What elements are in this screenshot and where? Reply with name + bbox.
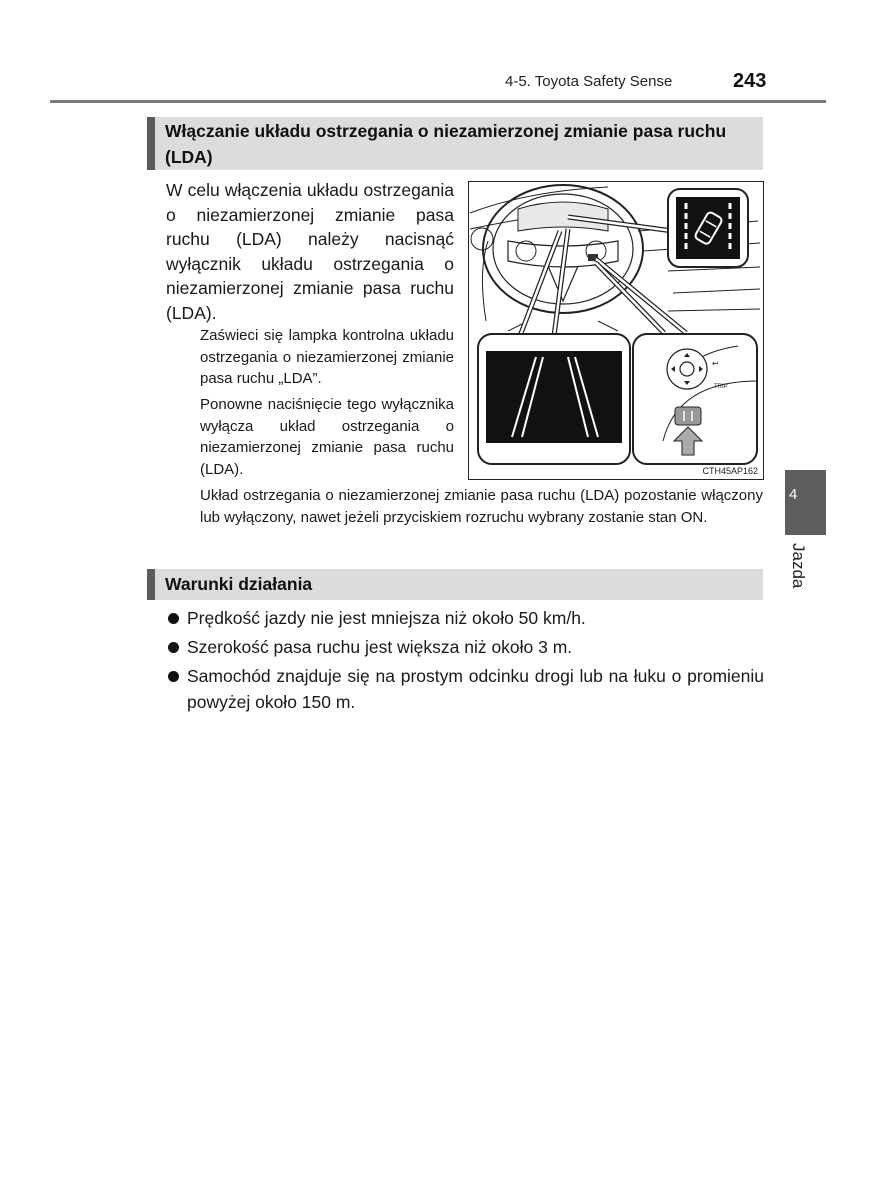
chapter-label: Jazda xyxy=(789,543,808,589)
svg-text:↩: ↩ xyxy=(712,359,719,368)
chapter-tab xyxy=(785,470,826,535)
header-section-title: 4-5. Toyota Safety Sense xyxy=(505,73,673,90)
note-power-state: Układ ostrzegania o niezamierzonej zmianie pasa ruchu (LDA) pozostanie włączony lub wyłączony, nawet jeżeli przyciskiem rozruchu wybrany zostanie stan ON. xyxy=(200,487,763,526)
lda-switch-illustration xyxy=(468,181,764,480)
intro-paragraph: W celu włączenia układu ostrzegania o niezamierzonej zmianie pasa ruchu (LDA) należy nacisnąć wyłącznik układu ostrzegania o niezamierzonej zmianie pasa ruchu (LDA). xyxy=(166,180,454,323)
header-divider xyxy=(50,100,826,103)
list-item: Prędkość jazdy nie jest mniejsza niż około 50 km/h. xyxy=(168,605,764,631)
conditions-list xyxy=(168,605,764,718)
section-heading-lda: Włączanie układu ostrzegania o niezamierzonej zmianie pasa ruchu (LDA) xyxy=(147,117,763,170)
lda-indicator-icon xyxy=(668,189,748,267)
lane-display-callout xyxy=(478,334,630,464)
note-indicator-light: Zaświeci się lampka kontrolna układu ostrzegania o niezamierzonej zmianie pasa ruchu „LDA”. xyxy=(200,327,454,387)
bullet-icon xyxy=(168,642,179,653)
note-switch-off: Ponowne naciśnięcie tego wyłącznika wyłącza układ ostrzegania o niezamierzonej zmianie pasa ruchu (LDA). xyxy=(200,396,454,478)
list-item: Szerokość pasa ruchu jest większa niż około 3 m. xyxy=(168,634,764,660)
bullet-icon xyxy=(168,671,179,682)
bullet-icon xyxy=(168,613,179,624)
steering-switch-callout xyxy=(633,334,758,464)
chapter-number: 4 xyxy=(789,486,798,503)
figure-code: CTH45AP162 xyxy=(702,466,758,476)
page-number: 243 xyxy=(733,70,767,92)
dashboard-drawing xyxy=(468,181,764,480)
trip-label: TRIP xyxy=(714,384,728,390)
list-item: Samochód znajduje się na prostym odcinku drogi lub na łuku o promieniu powyżej około 150 m. xyxy=(168,663,764,715)
section-heading-conditions: Warunki działania xyxy=(147,569,763,600)
